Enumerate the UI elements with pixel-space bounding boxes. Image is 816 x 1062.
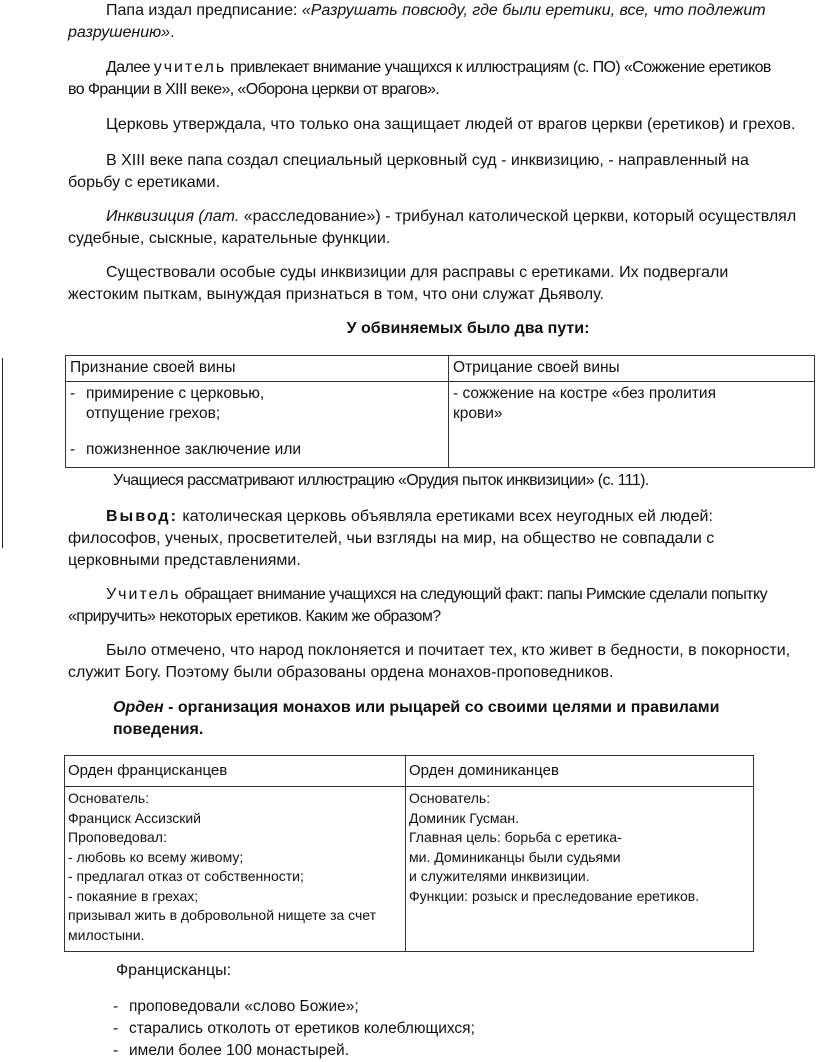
orders-table <box>64 755 754 952</box>
paragraph-teacher-fact <box>68 584 768 628</box>
line: ми. Доминиканцы были судьями <box>409 848 621 865</box>
line: Основатель: <box>68 790 150 806</box>
line: Франциск Ассизский <box>68 809 201 826</box>
teacher-word: Учитель <box>106 586 181 603</box>
list-item: - сожжение на костре «без пролития крови» <box>453 385 716 423</box>
paragraph-special-courts: Существовали особые суды инквизиции для расправы с еретиками. Их подвергали жестоким пыткам, вынуждая признаться в том, что они служат Дьяволу. <box>68 264 729 303</box>
line: - покаяние в грехах; <box>68 887 199 904</box>
term-inquisition: Инквизиция (лат. <box>106 208 240 225</box>
line: Доминик Гусман. <box>409 809 519 826</box>
franciscans-label: Францисканцы: <box>116 962 232 979</box>
header-confession: Признание своей вины <box>66 356 449 382</box>
term-order: Орден <box>113 699 164 716</box>
cell-denial-item <box>449 382 815 468</box>
text: «расследование») - трибунал католической церкви, который осуществлял судебные, сыскные, карательные функции. <box>68 208 797 247</box>
paragraph-teacher-illustrations <box>68 57 788 101</box>
text: Далее <box>106 59 154 76</box>
list-item: - проповедовали «слово Божие»; <box>113 996 475 1018</box>
line: - предлагал отказ от собственности; <box>68 868 304 884</box>
list-item: - имели более 100 монастырей. <box>113 1040 475 1062</box>
list-item: - старались отколоть от еретиков колеблющихся; <box>113 1018 475 1040</box>
paragraph-inquisition-court: В XIII веке папа создал специальный церковный суд - инквизицию, - направленный на борьбу с еретиками. <box>68 152 749 191</box>
line: Основатель: <box>409 790 491 806</box>
line: - любовь ко всему живому; <box>68 848 244 865</box>
conclusion-label: Вывод: <box>106 508 178 525</box>
decree-quote: «Разрушать повсюду, где были еретики, все, что подлежит разрушению» <box>68 2 766 41</box>
paragraph-monastic-orders: Было отмечено, что народ поклоняется и почитает тех, кто живет в бедности, в покорности, служит Богу. Поэтому были образованы ордена монахов-проповедников. <box>68 642 791 681</box>
list-item: - пожизненное заключение или <box>70 440 346 460</box>
header-denial: Отрицание своей вины <box>449 356 815 382</box>
text: Папа издал предписание: <box>106 2 302 19</box>
text: . <box>170 24 175 41</box>
line: и служителями инквизиции. <box>409 868 590 884</box>
text: - организация монахов или рыцарей со своими целями и правилами поведения. <box>113 699 720 738</box>
teacher-word: учитель <box>153 59 227 76</box>
cell-dominicans <box>406 787 754 952</box>
paragraph-order-definition <box>113 697 813 741</box>
heading-two-paths: У обвиняемых было два пути: <box>346 320 590 337</box>
franciscans-list <box>113 996 475 1062</box>
paths-table <box>65 355 815 468</box>
text: привлекает внимание учащихся к иллюстрациям (с. ПО) «Сожжение еретиков во Франции в XIII веке», «Оборона церкви от врагов». <box>68 59 771 98</box>
header-franciscans: Орден францисканцев <box>65 756 406 787</box>
paragraph-conclusion <box>68 506 798 572</box>
paragraph-papal-decree <box>68 0 788 44</box>
cell-confession-items <box>66 382 449 468</box>
text: обращает внимание учащихся на следующий факт: папы Римские сделали попытку «приручить» некоторых еретиков. Каким же образом? <box>68 586 767 625</box>
header-dominicans: Орден доминиканцев <box>406 756 754 787</box>
line: Проповедовал: <box>68 829 167 845</box>
line: призывал жить в добровольной нищете за счет милостыни. <box>68 907 377 943</box>
margin-line <box>2 358 3 548</box>
paragraph-torture-illustration: Учащиеся рассматривают иллюстрацию «Орудия пыток инквизиции» (с. 111). <box>113 472 649 489</box>
paragraph-inquisition-definition <box>68 206 798 250</box>
list-item: - примирение с церковью, отпущение грехов; <box>70 384 301 424</box>
cell-franciscans <box>65 787 406 952</box>
line: Функции: розыск и преследование еретиков. <box>409 887 700 904</box>
text: католическая церковь объявляла еретиками всех неугодных ей людей: философов, ученых, просветителей, чьи взгляды на мир, на общество не совпадали с церковными представлениями. <box>68 508 715 569</box>
paragraph-church-claim: Церковь утверждала, что только она защищает людей от врагов церкви (еретиков) и грехов. <box>106 116 796 133</box>
line: Главная цель: борьба с еретика- <box>409 829 622 845</box>
